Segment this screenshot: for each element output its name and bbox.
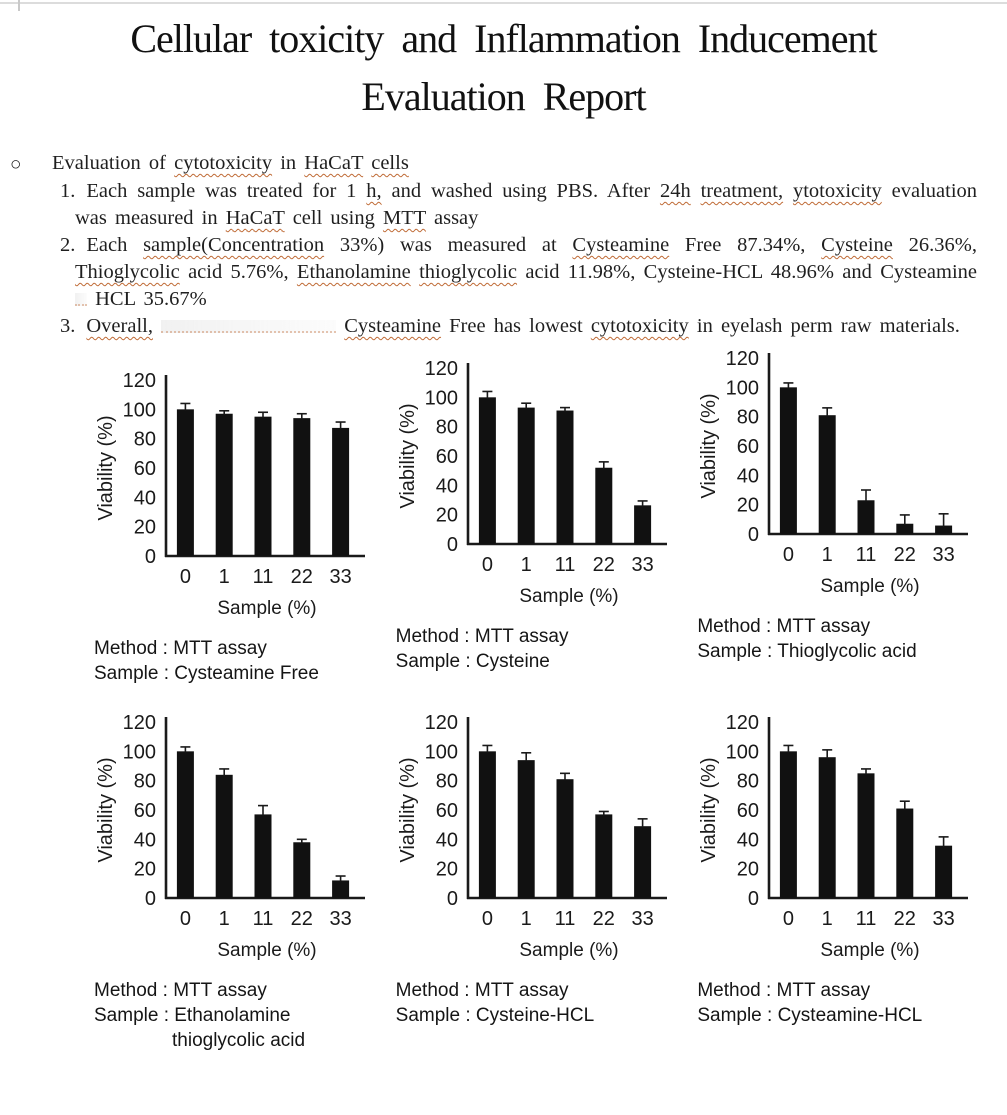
y-tick-label: 80 — [435, 416, 458, 439]
numbered-list — [10, 178, 977, 340]
bar — [177, 751, 194, 898]
x-tick-label: 11 — [252, 908, 274, 930]
bar — [897, 524, 914, 534]
y-axis-title: Viability (%) — [396, 757, 419, 863]
charts-grid — [88, 346, 993, 1053]
x-axis-title: Sample (%) — [217, 940, 317, 961]
bar-chart-svg — [691, 710, 981, 962]
text-segment: in — [272, 152, 305, 174]
title-line-1: Cellular toxicity and Inflammation Inducement — [130, 16, 877, 61]
x-tick-label: 11 — [554, 908, 576, 930]
bar — [935, 526, 952, 534]
y-tick-label: 120 — [122, 370, 156, 392]
page-title — [0, 10, 1007, 126]
text-segment: in eyelash perm raw materials. — [688, 315, 960, 337]
section-heading — [10, 150, 977, 178]
bar-chart-svg — [390, 710, 680, 962]
y-tick-label: 80 — [435, 770, 458, 793]
chart-cysteine-hcl — [390, 710, 690, 1053]
x-tick-label: 0 — [481, 554, 493, 576]
erased-text — [75, 293, 87, 306]
y-tick-label: 40 — [737, 465, 760, 488]
y-tick-label: 120 — [424, 712, 458, 734]
y-tick-label: 120 — [725, 712, 760, 734]
caption-sample-line: Sample : Cysteamine-HCL — [697, 1005, 923, 1026]
y-tick-label: 100 — [725, 377, 760, 400]
chart-cysteamine-hcl — [691, 710, 991, 1053]
text-segment: MTT — [382, 207, 426, 229]
chart-caption — [697, 614, 991, 664]
chart-caption — [94, 636, 388, 686]
x-tick-label: 0 — [783, 544, 795, 566]
caption-sample-line: thioglycolic acid — [172, 1030, 306, 1051]
x-tick-label: 22 — [592, 908, 615, 930]
text-segment: cytotoxicity — [174, 152, 273, 174]
text-segment: cell using — [284, 207, 383, 229]
bar-chart-svg — [88, 710, 378, 962]
chart-cysteamine-free — [88, 368, 388, 686]
bar — [858, 500, 875, 534]
text-segment: assay — [425, 207, 479, 229]
x-tick-label: 33 — [631, 908, 654, 930]
item-number: 1. — [60, 180, 76, 202]
y-axis-title: Viability (%) — [396, 403, 419, 509]
x-axis-title: Sample (%) — [519, 586, 619, 607]
x-axis-title: Sample (%) — [217, 598, 317, 619]
bar — [556, 411, 573, 544]
x-tick-label: 33 — [329, 566, 352, 588]
text-segment: acid 11.98%, Cysteine-HCL 48.96% and Cysteamine — [517, 261, 977, 283]
bar — [556, 779, 573, 898]
text-segment: Ethanolamine — [296, 261, 411, 283]
y-axis-title: Viability (%) — [95, 415, 117, 521]
bar — [634, 505, 651, 544]
x-tick-label: 33 — [932, 908, 956, 930]
section-heading-text — [52, 150, 409, 178]
bar — [634, 826, 651, 898]
y-tick-label: 0 — [446, 888, 458, 910]
caption-sample-line: Sample : Cysteamine Free — [94, 663, 319, 684]
x-tick-label: 0 — [179, 908, 191, 930]
bar — [255, 814, 272, 898]
caption-method: Method : MTT assay — [395, 980, 569, 1001]
text-segment: thioglycolic — [419, 261, 518, 283]
y-tick-label: 120 — [424, 358, 458, 380]
bar — [332, 880, 349, 898]
x-tick-label: 33 — [631, 554, 654, 576]
bar — [935, 846, 952, 898]
chart-ethanolamine-thioglycolic-acid — [88, 710, 388, 1053]
chart-caption — [94, 978, 388, 1053]
y-tick-label: 0 — [446, 534, 458, 556]
caption-method: Method : MTT assay — [94, 980, 267, 1001]
x-tick-label: 1 — [520, 554, 532, 576]
y-tick-label: 100 — [122, 741, 156, 764]
bar-chart-svg — [691, 346, 981, 598]
text-segment — [411, 261, 419, 283]
caption-method: Method : MTT assay — [697, 616, 871, 637]
text-segment: cytotoxicity — [590, 315, 689, 337]
scan-artifact-top-line — [0, 2, 1007, 4]
bar — [819, 415, 836, 534]
x-tick-label: 22 — [290, 908, 313, 930]
bar — [517, 760, 534, 898]
bar — [293, 842, 310, 898]
y-tick-label: 120 — [122, 712, 156, 734]
text-segment: evaluation was measured in — [75, 180, 978, 229]
x-tick-label: 33 — [329, 908, 352, 930]
text-segment — [691, 180, 701, 202]
y-tick-label: 60 — [435, 800, 458, 822]
y-tick-label: 40 — [435, 475, 458, 498]
list-item — [10, 313, 977, 340]
x-tick-label: 1 — [218, 908, 230, 930]
bar — [595, 468, 612, 544]
text-segment: Cysteamine — [572, 234, 670, 256]
chart-cysteine — [390, 356, 690, 686]
title-line-2: Evaluation Report — [361, 74, 646, 119]
y-tick-label: 60 — [737, 436, 760, 458]
text-segment: HaCaT — [304, 152, 364, 174]
bar — [780, 387, 797, 534]
text-segment: Evaluation of — [52, 152, 175, 174]
bar — [216, 414, 233, 556]
scan-artifact-left-tick — [18, 0, 20, 11]
x-tick-label: 11 — [554, 554, 576, 576]
y-tick-label: 20 — [435, 504, 458, 527]
x-axis-title: Sample (%) — [519, 940, 619, 961]
list-item — [10, 232, 977, 313]
chart-thioglycolic-acid — [691, 346, 991, 686]
y-tick-label: 80 — [737, 406, 760, 429]
bar — [819, 757, 836, 898]
text-segment: ytotoxicity — [792, 180, 882, 202]
y-axis-title: Viability (%) — [698, 757, 721, 863]
text-segment: Overall, — [86, 315, 153, 337]
y-tick-label: 100 — [424, 741, 458, 764]
text-segment: 33%) was measured at — [324, 234, 573, 256]
y-tick-label: 0 — [144, 888, 156, 910]
x-tick-label: 33 — [932, 544, 956, 566]
list-item — [10, 178, 977, 232]
y-tick-label: 80 — [133, 428, 156, 451]
report-body — [10, 150, 977, 340]
text-segment: HaCaT — [225, 207, 285, 229]
caption-sample-line: Sample : Ethanolamine — [94, 1005, 291, 1026]
y-tick-label: 20 — [435, 858, 458, 881]
caption-method: Method : MTT assay — [94, 638, 267, 659]
text-segment: cells — [371, 152, 409, 174]
y-tick-label: 80 — [737, 770, 760, 793]
text-segment: Thioglycolic — [75, 261, 180, 283]
bar — [177, 409, 194, 556]
y-tick-label: 0 — [748, 888, 760, 910]
y-tick-label: 120 — [725, 348, 760, 370]
y-tick-label: 60 — [133, 458, 156, 480]
text-segment: HCL 35.67% — [87, 288, 207, 310]
erased-text — [161, 320, 336, 333]
y-tick-label: 80 — [133, 770, 156, 793]
y-tick-label: 40 — [133, 487, 156, 510]
item-number: 3. — [60, 315, 76, 337]
y-tick-label: 20 — [133, 516, 156, 539]
y-tick-label: 0 — [144, 546, 156, 568]
text-segment — [783, 180, 793, 202]
bar — [595, 814, 612, 898]
bar — [293, 418, 310, 556]
y-tick-label: 40 — [435, 829, 458, 852]
text-segment: Cysteine — [821, 234, 893, 256]
caption-sample-line: Sample : Thioglycolic acid — [697, 641, 917, 662]
bar-chart-svg — [88, 368, 378, 620]
bar — [332, 428, 349, 556]
y-tick-label: 0 — [748, 524, 760, 546]
text-segment: Cysteamine — [344, 315, 442, 337]
text-segment: Each — [86, 234, 144, 256]
chart-caption — [396, 624, 690, 674]
x-tick-label: 22 — [290, 566, 313, 588]
text-segment: h, — [366, 180, 382, 202]
bar — [517, 408, 534, 544]
x-axis-title: Sample (%) — [820, 576, 920, 597]
y-tick-label: 20 — [737, 494, 760, 517]
y-tick-label: 40 — [133, 829, 156, 852]
bar — [479, 751, 496, 898]
x-tick-label: 1 — [520, 908, 532, 930]
text-segment: Each sample was treated for 1 — [86, 180, 367, 202]
text-segment: sample(Concentration — [143, 234, 325, 256]
bar — [255, 417, 272, 556]
circle-bullet: ○ — [10, 154, 22, 175]
x-tick-label: 0 — [481, 908, 493, 930]
bar-chart-svg — [390, 356, 680, 608]
item-number: 2. — [60, 234, 76, 256]
text-segment: treatment, — [700, 180, 784, 202]
x-tick-label: 11 — [855, 908, 877, 930]
chart-caption — [697, 978, 991, 1028]
x-axis-title: Sample (%) — [820, 940, 920, 961]
caption-sample-line: Sample : Cysteine-HCL — [395, 1005, 595, 1026]
bar — [479, 397, 496, 544]
text-segment: acid 5.76%, — [179, 261, 297, 283]
bar — [216, 775, 233, 898]
y-tick-label: 40 — [737, 829, 760, 852]
x-tick-label: 0 — [783, 908, 795, 930]
y-tick-label: 100 — [725, 741, 760, 764]
caption-method: Method : MTT assay — [697, 980, 871, 1001]
text-segment: Free has lowest — [441, 315, 591, 337]
caption-method: Method : MTT assay — [395, 626, 569, 647]
y-tick-label: 20 — [737, 858, 760, 881]
bar — [780, 751, 797, 898]
y-tick-label: 60 — [737, 800, 760, 822]
text-segment: Free 87.34%, — [669, 234, 822, 256]
y-tick-label: 100 — [122, 399, 156, 422]
y-axis-title: Viability (%) — [95, 757, 117, 863]
x-tick-label: 0 — [179, 566, 191, 588]
y-tick-label: 20 — [133, 858, 156, 881]
bar — [897, 809, 914, 898]
text-segment: and washed using PBS. After — [381, 180, 660, 202]
x-tick-label: 11 — [855, 544, 877, 566]
text-segment: 24h — [659, 180, 691, 202]
x-tick-label: 1 — [218, 566, 230, 588]
x-tick-label: 22 — [894, 544, 917, 566]
x-tick-label: 22 — [894, 908, 917, 930]
y-tick-label: 100 — [424, 387, 458, 410]
y-tick-label: 60 — [133, 800, 156, 822]
text-segment: 26.36%, — [892, 234, 977, 256]
chart-caption — [396, 978, 690, 1028]
caption-sample-line: Sample : Cysteine — [395, 651, 550, 672]
x-tick-label: 1 — [821, 908, 834, 930]
x-tick-label: 1 — [821, 544, 834, 566]
y-tick-label: 60 — [435, 446, 458, 468]
x-tick-label: 22 — [592, 554, 615, 576]
y-axis-title: Viability (%) — [698, 393, 721, 499]
bar — [858, 773, 875, 898]
text-segment — [153, 315, 161, 337]
x-tick-label: 11 — [252, 566, 274, 588]
